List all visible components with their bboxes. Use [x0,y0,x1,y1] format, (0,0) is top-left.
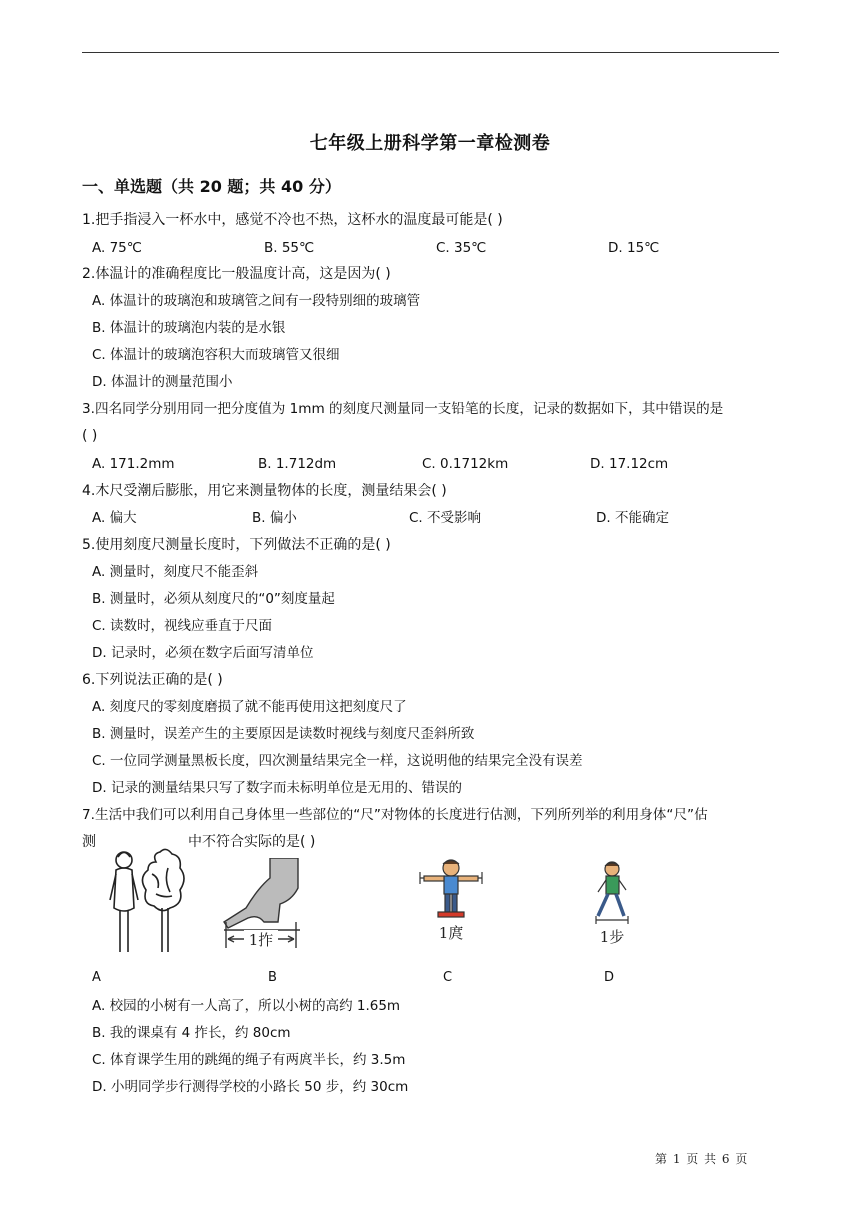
q6-option-a[interactable]: A. 刻度尺的零刻度磨损了就不能再使用这把刻度尺了 [92,699,407,715]
q4-option-a[interactable]: A. 偏大 [92,510,137,526]
q5-option-c[interactable]: C. 读数时，视线应垂直于尺面 [92,618,273,634]
q7-option-b[interactable]: B. 我的课桌有 4 拃长，约 80cm [92,1025,291,1041]
q1-option-b[interactable]: B. 55℃ [264,240,315,256]
question-7: 7.生活中我们可以利用自己身体里一些部位的“尺”对物体的长度进行估测，下列所列举的利用身体“尺”估 [82,807,708,823]
question-7-cont-a: 测 [82,834,96,850]
q4-option-b[interactable]: B. 偏小 [252,510,297,526]
question-5: 5.使用刻度尺测量长度时，下列做法不正确的是( ) [82,537,391,553]
q7-option-c[interactable]: C. 体育课学生用的跳绳的绳子有两庹半长，约 3.5m [92,1052,406,1068]
q5-option-d[interactable]: D. 记录时，必须在数字后面写清单位 [92,645,314,661]
question-2: 2.体温计的准确程度比一般温度计高，这是因为( ) [82,266,391,282]
q3-option-d[interactable]: D. 17.12cm [590,456,669,472]
header-rule [82,52,779,53]
arm-span-figure [418,858,484,944]
q3-option-c[interactable]: C. 0.1712km [422,456,509,472]
span-caption: 1拃 [248,931,274,949]
arm-span-caption: 1庹 [438,924,464,942]
q2-option-d[interactable]: D. 体温计的测量范围小 [92,374,233,390]
q1-option-c[interactable]: C. 35℃ [436,240,487,256]
q1-option-a[interactable]: A. 75℃ [92,240,142,256]
q7-option-a[interactable]: A. 校园的小树有一人高了，所以小树的高约 1.65m [92,998,401,1014]
q3-option-a[interactable]: A. 171.2mm [92,456,175,472]
question-1: 1.把手指浸入一杯水中，感觉不冷也不热，这杯水的温度最可能是( ) [82,212,503,228]
page-title: 七年级上册科学第一章检测卷 [309,133,551,154]
q5-option-a[interactable]: A. 测量时，刻度尺不能歪斜 [92,564,259,580]
q4-option-d[interactable]: D. 不能确定 [596,510,669,526]
q3-option-b[interactable]: B. 1.712dm [258,456,337,472]
question-4: 4.木尺受潮后膨胀，用它来测量物体的长度，测量结果会( ) [82,483,447,499]
q6-option-b[interactable]: B. 测量时，误差产生的主要原因是读数时视线与刻度尺歪斜所致 [92,726,475,742]
q6-option-c[interactable]: C. 一位同学测量黑板长度，四次测量结果完全一样，这说明他的结果完全没有误差 [92,753,583,769]
page-footer: 第 1 页 共 6 页 [655,1152,749,1166]
question-3-cont: ( ) [82,428,98,444]
q1-option-d[interactable]: D. 15℃ [608,240,660,256]
figure-label-d: D [604,970,615,985]
q2-option-a[interactable]: A. 体温计的玻璃泡和玻璃管之间有一段特别细的玻璃管 [92,293,421,309]
q6-option-d[interactable]: D. 记录的测量结果只写了数字而未标明单位是无用的、错误的 [92,780,462,796]
hand-span-figure [218,858,304,950]
step-caption: 1步 [599,928,625,946]
figure-label-a: A [92,970,101,985]
question-3: 3.四名同学分别用同一把分度值为 1mm 的刻度尺测量同一支铅笔的长度，记录的数据如下，其中错误的是 [82,401,724,417]
person-and-tree-figure [108,848,188,958]
question-6: 6.下列说法正确的是( ) [82,672,223,688]
q5-option-b[interactable]: B. 测量时，必须从刻度尺的“0”刻度量起 [92,591,335,607]
question-7-cont-b: 中不符合实际的是( ) [188,834,316,850]
q4-option-c[interactable]: C. 不受影响 [409,510,482,526]
section-heading: 一、单选题（共 20 题；共 40 分） [82,177,341,196]
step-figure [590,860,636,946]
q2-option-b[interactable]: B. 体温计的玻璃泡内装的是水银 [92,320,286,336]
figure-label-c: C [443,970,453,985]
q2-option-c[interactable]: C. 体温计的玻璃泡容积大而玻璃管又很细 [92,347,340,363]
q7-option-d[interactable]: D. 小明同学步行测得学校的小路长 50 步，约 30cm [92,1079,409,1095]
figure-label-b: B [268,970,277,985]
